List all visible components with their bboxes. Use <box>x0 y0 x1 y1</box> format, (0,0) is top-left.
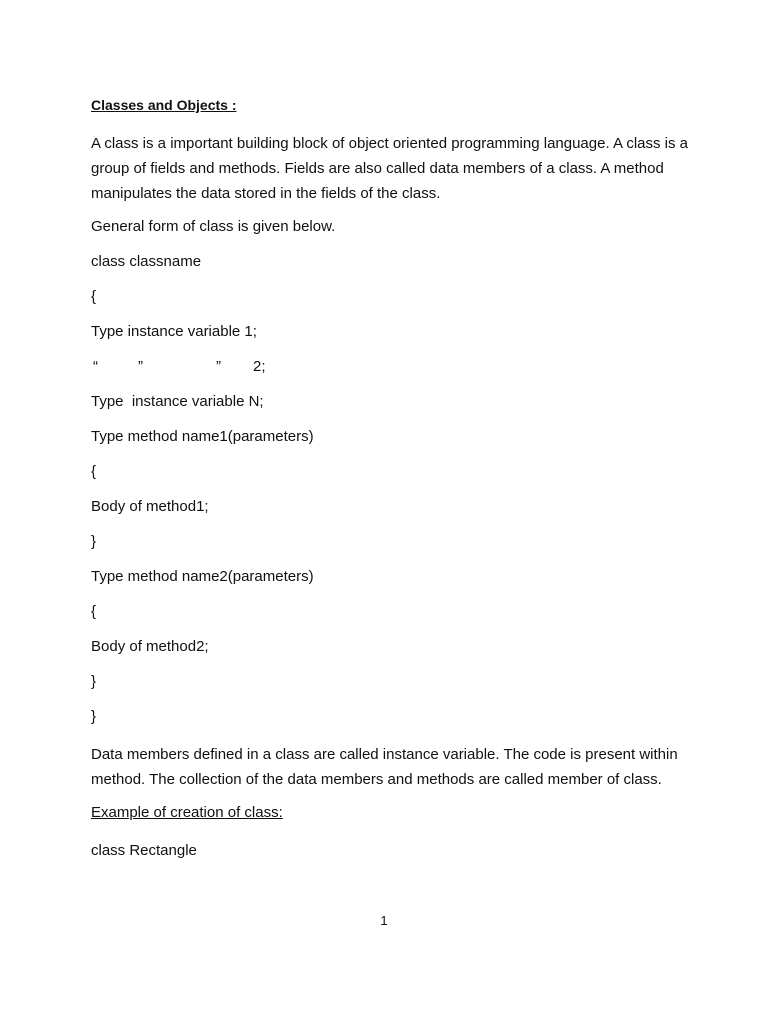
description-paragraph: Data members defined in a class are called instance variable. The code is present within method. The collection of the data members and methods are called member of class. <box>91 746 678 788</box>
code-line-instance-variable-1: Type instance variable 1; <box>91 323 257 340</box>
code-line-class-declaration: class classname <box>91 253 202 270</box>
section-heading: Classes and Objects : <box>91 97 237 113</box>
code-line-method2-signature: Type method name2(parameters) <box>91 568 314 585</box>
intro-paragraph: A class is a important building block of object oriented programming language. A class is a group of fields and methods. Fields are also called data members of a class. A method manipulates the data stored in the fields of the class. <box>91 135 688 202</box>
code-line-open-brace: { <box>91 288 97 305</box>
example-heading: Example of creation of class: <box>91 804 283 821</box>
page-content <box>91 94 691 876</box>
page-number: 1 <box>380 913 388 928</box>
code-line-method1-signature: Type method name1(parameters) <box>91 428 314 445</box>
code-line-method2-open-brace: { <box>91 603 97 620</box>
code-line-method1-close-brace: } <box>91 533 97 550</box>
ditto-suffix: 2; <box>253 358 266 375</box>
ditto-mark: ” <box>138 358 143 375</box>
ditto-mark: ” <box>216 358 221 375</box>
code-line-ditto <box>91 357 691 377</box>
code-line-method1-body: Body of method1; <box>91 498 209 515</box>
code-line-method1-open-brace: { <box>91 463 97 480</box>
ditto-mark: “ <box>93 358 98 375</box>
code-line-instance-variable-n: Type instance variable N; <box>91 393 264 410</box>
code-line-class-close-brace: } <box>91 708 97 725</box>
code-line-method2-body: Body of method2; <box>91 638 209 655</box>
general-form-intro: General form of class is given below. <box>91 218 336 235</box>
code-line-method2-close-brace: } <box>91 673 97 690</box>
example-code-line: class Rectangle <box>91 842 197 859</box>
